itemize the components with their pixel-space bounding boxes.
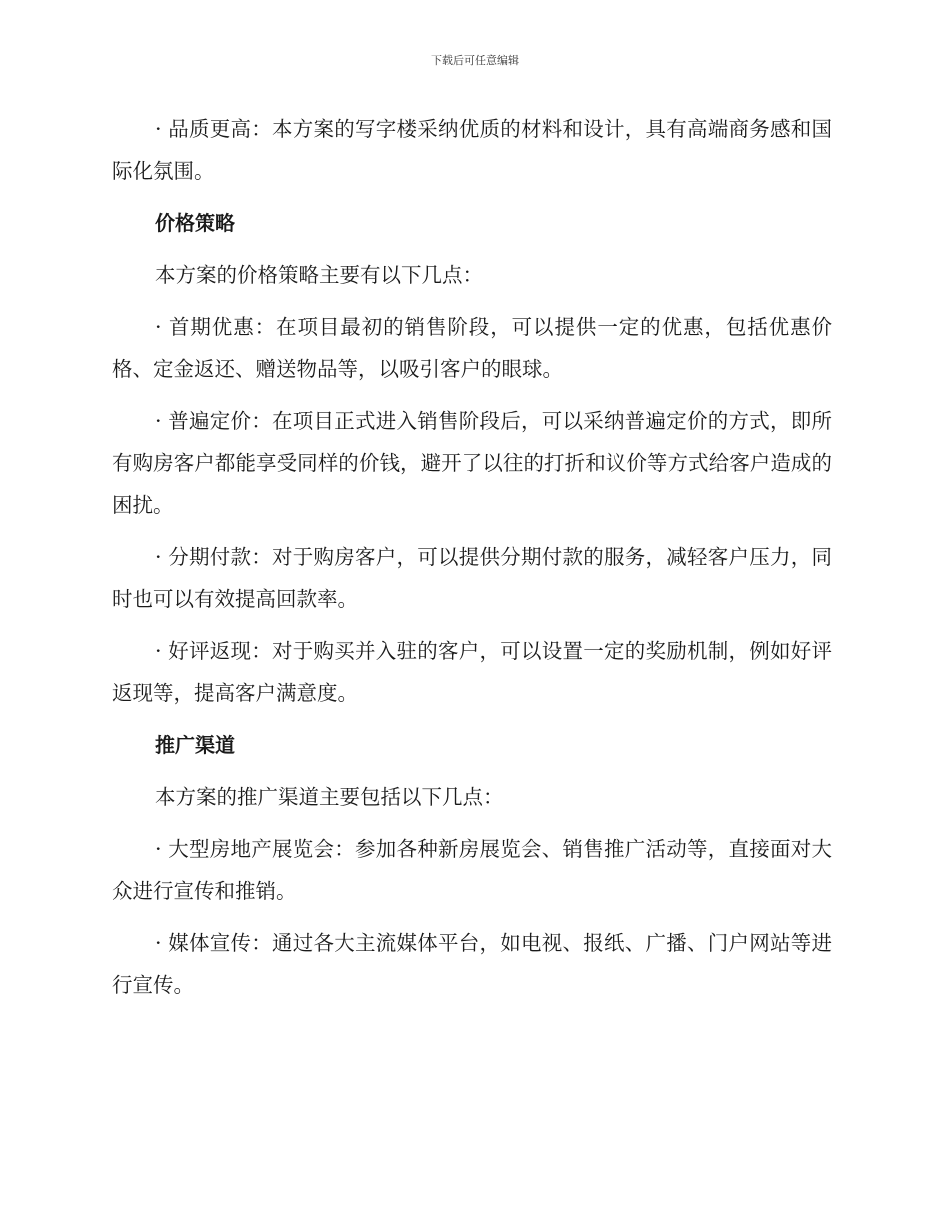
paragraph-channels-intro: 本方案的推广渠道主要包括以下几点： <box>155 785 504 809</box>
paragraph-real-estate-expo: · 大型房地产展览会：参加各种新房展览会、销售推广活动等，直接面对大众进行宣传和推销。 <box>112 837 832 903</box>
paragraph-review-cashback: · 好评返现：对于购买并入驻的客户，可以设置一定的奖励机制，例如好评返现等，提高客户满意度。 <box>112 639 832 705</box>
document-body <box>112 108 832 1016</box>
paragraph-installments: · 分期付款：对于购房客户，可以提供分期付款的服务，减轻客户压力，同时也可以有效提高回款率。 <box>112 545 832 611</box>
heading-pricing-strategy: 价格策略 <box>155 211 235 235</box>
paragraph-pricing-intro: 本方案的价格策略主要有以下几点： <box>155 263 483 287</box>
heading-promotion-channels: 推广渠道 <box>155 733 235 757</box>
page-header-note: 下载后可任意编辑 <box>431 54 519 67</box>
paragraph-uniform-pricing: · 普遍定价：在项目正式进入销售阶段后，可以采纳普遍定价的方式，即所有购房客户都能享受同样的价钱，避开了以往的打折和议价等方式给客户造成的困扰。 <box>112 409 832 517</box>
paragraph-initial-discount: · 首期优惠：在项目最初的销售阶段，可以提供一定的优惠，包括优惠价格、定金返还、赠送物品等，以吸引客户的眼球。 <box>112 315 832 381</box>
paragraph-media-promotion: · 媒体宣传：通过各大主流媒体平台，如电视、报纸、广播、门户网站等进行宣传。 <box>112 931 832 997</box>
paragraph-quality: · 品质更高：本方案的写字楼采纳优质的材料和设计，具有高端商务感和国际化氛围。 <box>112 117 832 183</box>
